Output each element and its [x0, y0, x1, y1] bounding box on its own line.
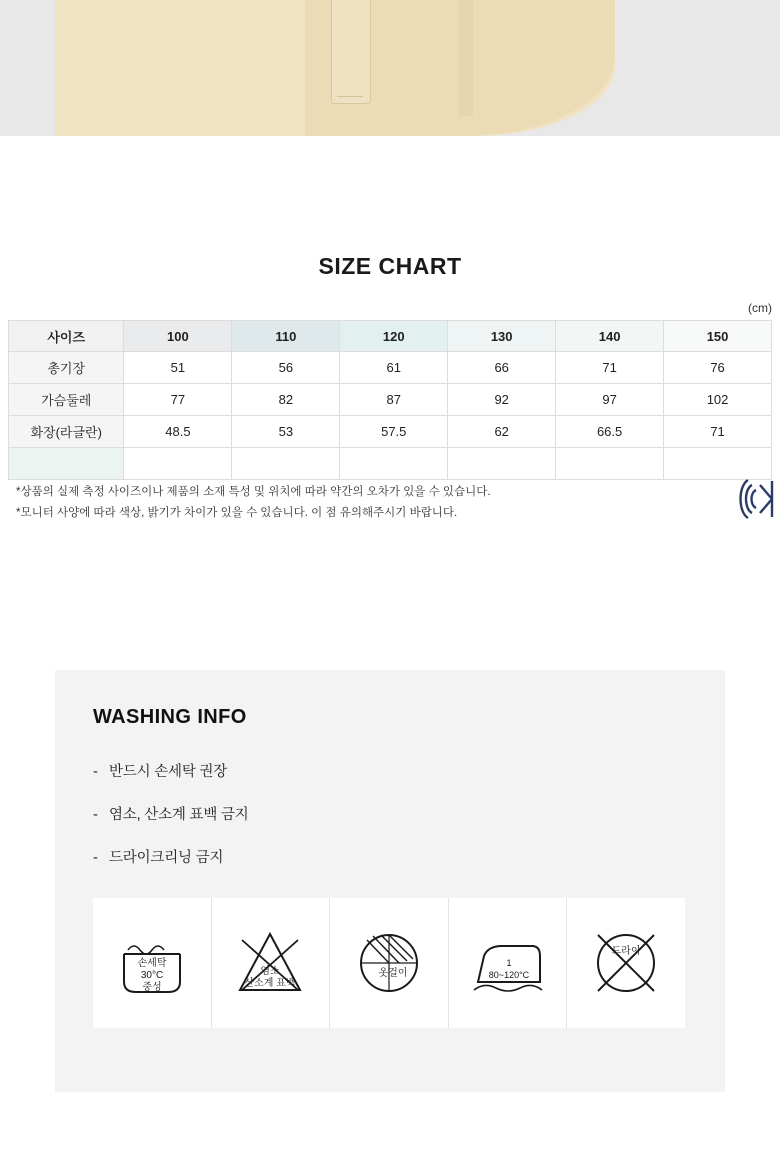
cell-value: 77 [124, 384, 232, 416]
product-photo [55, 0, 724, 136]
dash-marker: - [93, 764, 98, 780]
table-spacer-row [9, 448, 772, 480]
cell-value: 82 [232, 384, 340, 416]
row-label: 총기장 [9, 352, 124, 384]
list-item-label: 반드시 손세탁 권장 [109, 764, 228, 780]
line-dry-icon [343, 920, 435, 1006]
size-chart-notes [16, 482, 491, 524]
spacer-cell [124, 448, 232, 480]
washing-info-title: WASHING INFO [93, 706, 247, 728]
table-header-row [9, 321, 772, 352]
header-cell-150: 150 [664, 321, 772, 352]
hand-wash-label-1: 손세탁 [137, 958, 167, 969]
cell-value: 53 [232, 416, 340, 448]
no-bleach-icon [224, 920, 316, 1006]
list-item-label: 염소, 산소계 표백 금지 [109, 807, 249, 823]
washing-symbols-row [93, 898, 685, 1028]
header-cell-140: 140 [556, 321, 664, 352]
spacer-cell [556, 448, 664, 480]
line-dry-label: 옷걸이 [378, 968, 408, 979]
cell-value: 102 [664, 384, 772, 416]
table-row [9, 384, 772, 416]
size-chart-title: SIZE CHART [318, 253, 462, 279]
header-cell-size: 사이즈 [9, 321, 124, 352]
product-photo-band [0, 0, 780, 136]
garment-pocket-stitch [337, 96, 363, 97]
table-row [9, 416, 772, 448]
header-cell-100: 100 [124, 321, 232, 352]
row-label: 화장(라글란) [9, 416, 124, 448]
cell-value: 92 [448, 384, 556, 416]
no-dry-clean-label: 드라이 [611, 946, 641, 957]
cell-value: 87 [340, 384, 448, 416]
list-item-label: 드라이크리닝 금지 [109, 850, 224, 866]
list-item [93, 760, 653, 781]
cell-value: 56 [232, 352, 340, 384]
washing-info-list [93, 760, 653, 889]
garment-placket [459, 0, 473, 116]
symbol-cell-no-dry-clean [567, 898, 685, 1028]
iron-icon [458, 920, 558, 1006]
no-bleach-label-2: 산소계 표백 [244, 978, 296, 989]
cell-value: 61 [340, 352, 448, 384]
cell-value: 76 [664, 352, 772, 384]
kc-certification-mark-icon [732, 476, 774, 522]
row-label: 가슴둘레 [9, 384, 124, 416]
cell-value: 48.5 [124, 416, 232, 448]
spacer-cell [664, 448, 772, 480]
dash-marker: - [93, 850, 98, 866]
symbol-cell-no-bleach [212, 898, 331, 1028]
iron-label-1: 1 [506, 958, 512, 968]
hand-wash-icon [106, 920, 198, 1006]
header-cell-120: 120 [340, 321, 448, 352]
list-item [93, 846, 653, 867]
note-line: *모니터 사양에 따라 색상, 밝기가 차이가 있을 수 있습니다. 이 점 유의해주시기 바랍니다. [16, 507, 458, 519]
spacer-cell [232, 448, 340, 480]
size-chart-table [8, 320, 772, 480]
cell-value: 97 [556, 384, 664, 416]
symbol-cell-line-dry [330, 898, 449, 1028]
no-dry-clean-icon [580, 920, 672, 1006]
iron-label-2: 80~120°C [488, 970, 529, 980]
list-item [93, 803, 653, 824]
no-bleach-label-1: 염소 [260, 966, 281, 977]
size-chart-unit: (cm) [748, 301, 772, 315]
hand-wash-label-3: 중성 [142, 982, 162, 993]
cell-value: 66.5 [556, 416, 664, 448]
note-line: *상품의 실제 측정 사이즈이나 제품의 소재 특성 및 위치에 따라 약간의 오차가 있을 수 있습니다. [16, 486, 491, 498]
table-row [9, 352, 772, 384]
header-cell-130: 130 [448, 321, 556, 352]
header-cell-110: 110 [232, 321, 340, 352]
garment-pocket [331, 0, 371, 104]
washing-info-panel [55, 670, 725, 1092]
cell-value: 71 [556, 352, 664, 384]
spacer-cell [9, 448, 124, 480]
cell-value: 71 [664, 416, 772, 448]
hand-wash-label-2: 30°C [140, 970, 163, 981]
cell-value: 62 [448, 416, 556, 448]
cell-value: 57.5 [340, 416, 448, 448]
cell-value: 66 [448, 352, 556, 384]
dash-marker: - [93, 807, 98, 823]
spacer-cell [448, 448, 556, 480]
cell-value: 51 [124, 352, 232, 384]
symbol-cell-hand-wash [93, 898, 212, 1028]
spacer-cell [340, 448, 448, 480]
symbol-cell-iron [449, 898, 568, 1028]
